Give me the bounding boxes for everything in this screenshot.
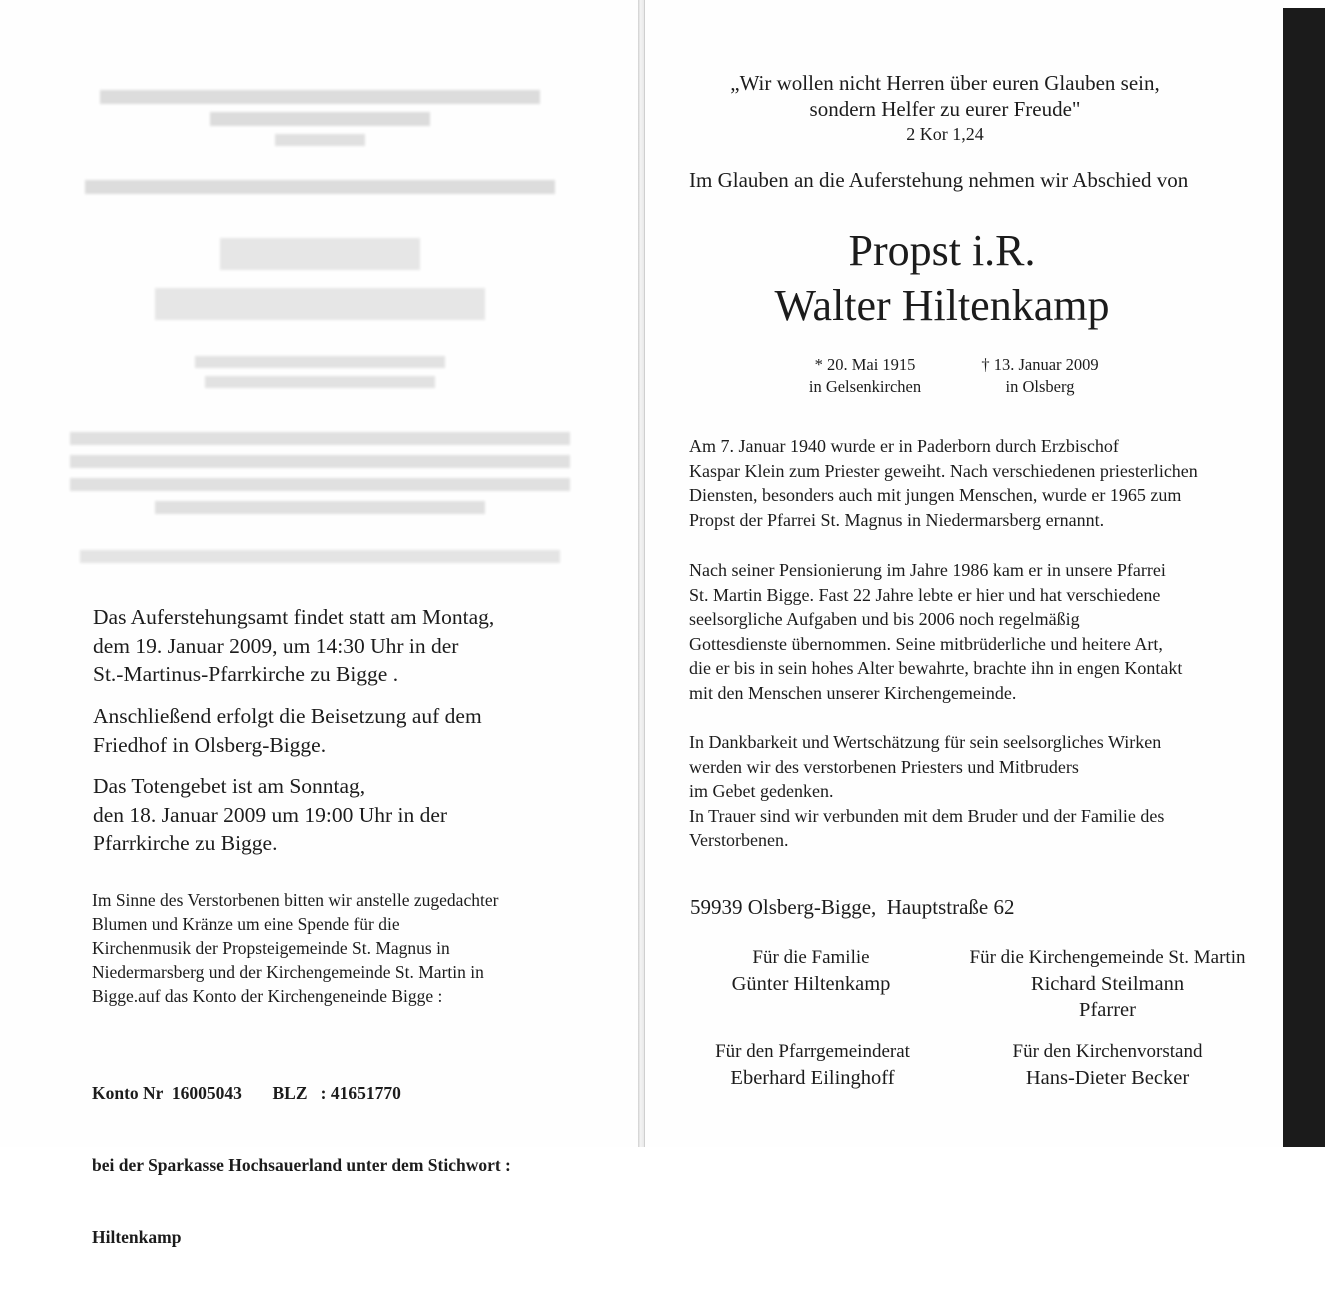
signature-name: Hans-Dieter Becker bbox=[1025, 1067, 1190, 1089]
signature-label: Für die Familie bbox=[752, 947, 870, 968]
signature-family bbox=[700, 945, 922, 997]
prayer-line: den 18. Januar 2009 um 19:00 Uhr in der bbox=[93, 802, 448, 827]
gratitude-line: werden wir des verstorbenen Priesters und Mitbruders bbox=[689, 756, 1079, 777]
bio-line: die er bis in sein hohes Alter bewahrte, brachte ihn in engen Kontakt bbox=[689, 658, 1183, 678]
birth-info bbox=[775, 354, 955, 398]
birth-date: 20. Mai 1915 bbox=[826, 355, 916, 374]
death-info bbox=[945, 354, 1135, 398]
prayer-info bbox=[93, 772, 447, 858]
bio-line: St. Martin Bigge. Fast 22 Jahre lebte er hier und hat verschiedene bbox=[689, 584, 1161, 605]
biography-retirement bbox=[689, 558, 1182, 705]
death-symbol: † bbox=[981, 355, 990, 374]
birth-place: in Gelsenkirchen bbox=[808, 377, 922, 396]
death-date: 13. Januar 2009 bbox=[993, 355, 1099, 374]
service-info bbox=[93, 603, 494, 689]
signature-name: Richard Steilmann bbox=[1030, 973, 1185, 995]
gratitude-line: im Gebet gedenken. bbox=[689, 781, 834, 801]
signature-label: Für den Kirchenvorstand bbox=[1012, 1041, 1203, 1062]
bio-line: Nach seiner Pensionierung im Jahre 1986 kam er in unsere Pfarrei bbox=[689, 560, 1166, 580]
service-line: dem 19. Januar 2009, um 14:30 Uhr in der bbox=[93, 633, 459, 658]
gratitude-text bbox=[689, 730, 1164, 853]
deceased-name-block bbox=[645, 223, 1239, 333]
bio-line: Gottesdienste übernommen. Seine mitbrüderliche und heitere Art, bbox=[689, 633, 1163, 654]
bio-line: mit den Menschen unserer Kirchengemeinde. bbox=[689, 682, 1017, 703]
donation-line: Blumen und Kränze um eine Spende für die bbox=[92, 914, 400, 934]
right-page bbox=[644, 0, 1284, 1147]
signature-name: Eberhard Eilinghoff bbox=[730, 1067, 895, 1089]
show-through bbox=[60, 60, 580, 560]
farewell-intro: Im Glauben an die Auferstehung nehmen wir Abschied von bbox=[689, 168, 1189, 192]
deceased-title: Propst i.R. bbox=[848, 226, 1036, 275]
signature-parish bbox=[945, 945, 1270, 1023]
gratitude-line: In Dankbarkeit und Wertschätzung für sein seelsorgliches Wirken bbox=[689, 732, 1162, 752]
service-line: St.-Martinus-Pfarrkirche zu Bigge . bbox=[93, 662, 399, 686]
death-place: in Olsberg bbox=[1005, 377, 1075, 396]
signature-board bbox=[975, 1039, 1240, 1091]
bank-account bbox=[92, 1033, 511, 1297]
service-line: Das Auferstehungsamt findet statt am Montag, bbox=[93, 605, 495, 629]
biography-ordination bbox=[689, 434, 1198, 532]
scan-edge bbox=[1283, 8, 1325, 1147]
deceased-name: Walter Hiltenkamp bbox=[774, 281, 1110, 330]
bible-quote bbox=[645, 70, 1245, 146]
signature-label: Für die Kirchengemeinde St. Martin bbox=[969, 947, 1246, 968]
prayer-line: Pfarrkirche zu Bigge. bbox=[93, 831, 278, 855]
account-line: Konto Nr 16005043 BLZ : 41651770 bbox=[92, 1083, 401, 1103]
donation-line: Im Sinne des Verstorbenen bitten wir anstelle zugedachter bbox=[92, 890, 499, 910]
bio-line: Am 7. Januar 1940 wurde er in Paderborn durch Erzbischof bbox=[689, 436, 1119, 456]
signature-name: Günter Hiltenkamp bbox=[731, 973, 891, 995]
burial-line: Friedhof in Olsberg-Bigge. bbox=[93, 732, 327, 757]
signature-label: Für den Pfarrgemeinderat bbox=[715, 1041, 910, 1062]
quote-reference: 2 Kor 1,24 bbox=[906, 124, 984, 144]
quote-line: sondern Helfer zu eurer Freude" bbox=[809, 97, 1081, 121]
donation-request bbox=[92, 888, 498, 1008]
account-line: bei der Sparkasse Hochsauerland unter dem Stichwort : bbox=[92, 1155, 511, 1175]
donation-line: Niedermarsberg und der Kirchengemeinde St. Martin in bbox=[92, 962, 484, 982]
signature-role: Pfarrer bbox=[1079, 999, 1136, 1021]
address: 59939 Olsberg-Bigge, Hauptstraße 62 bbox=[690, 895, 1015, 919]
bio-line: Diensten, besonders auch mit jungen Menschen, wurde er 1965 zum bbox=[689, 485, 1182, 505]
signature-council bbox=[685, 1039, 940, 1091]
bio-line: Kaspar Klein zum Priester geweiht. Nach verschiedenen priesterlichen bbox=[689, 460, 1198, 481]
birth-symbol: * bbox=[814, 355, 823, 374]
prayer-line: Das Totengebet ist am Sonntag, bbox=[93, 774, 366, 798]
gratitude-line: Verstorbenen. bbox=[689, 830, 789, 850]
bio-line: seelsorgliche Aufgaben und bis 2006 noch regelmäßig bbox=[689, 609, 1080, 629]
donation-line: Bigge.auf das Konto der Kirchengeneinde Bigge : bbox=[92, 986, 443, 1006]
bio-line: Propst der Pfarrei St. Magnus in Niedermarsberg ernannt. bbox=[689, 509, 1105, 530]
burial-line: Anschließend erfolgt die Beisetzung auf dem bbox=[93, 704, 482, 728]
burial-info bbox=[93, 702, 482, 759]
donation-line: Kirchenmusik der Propsteigemeinde St. Magnus in bbox=[92, 938, 450, 958]
gratitude-line: In Trauer sind wir verbunden mit dem Bruder und der Familie des bbox=[689, 805, 1165, 826]
left-page bbox=[0, 0, 639, 1247]
quote-line: „Wir wollen nicht Herren über euren Glauben sein, bbox=[730, 71, 1160, 95]
account-line: Hiltenkamp bbox=[92, 1227, 182, 1247]
